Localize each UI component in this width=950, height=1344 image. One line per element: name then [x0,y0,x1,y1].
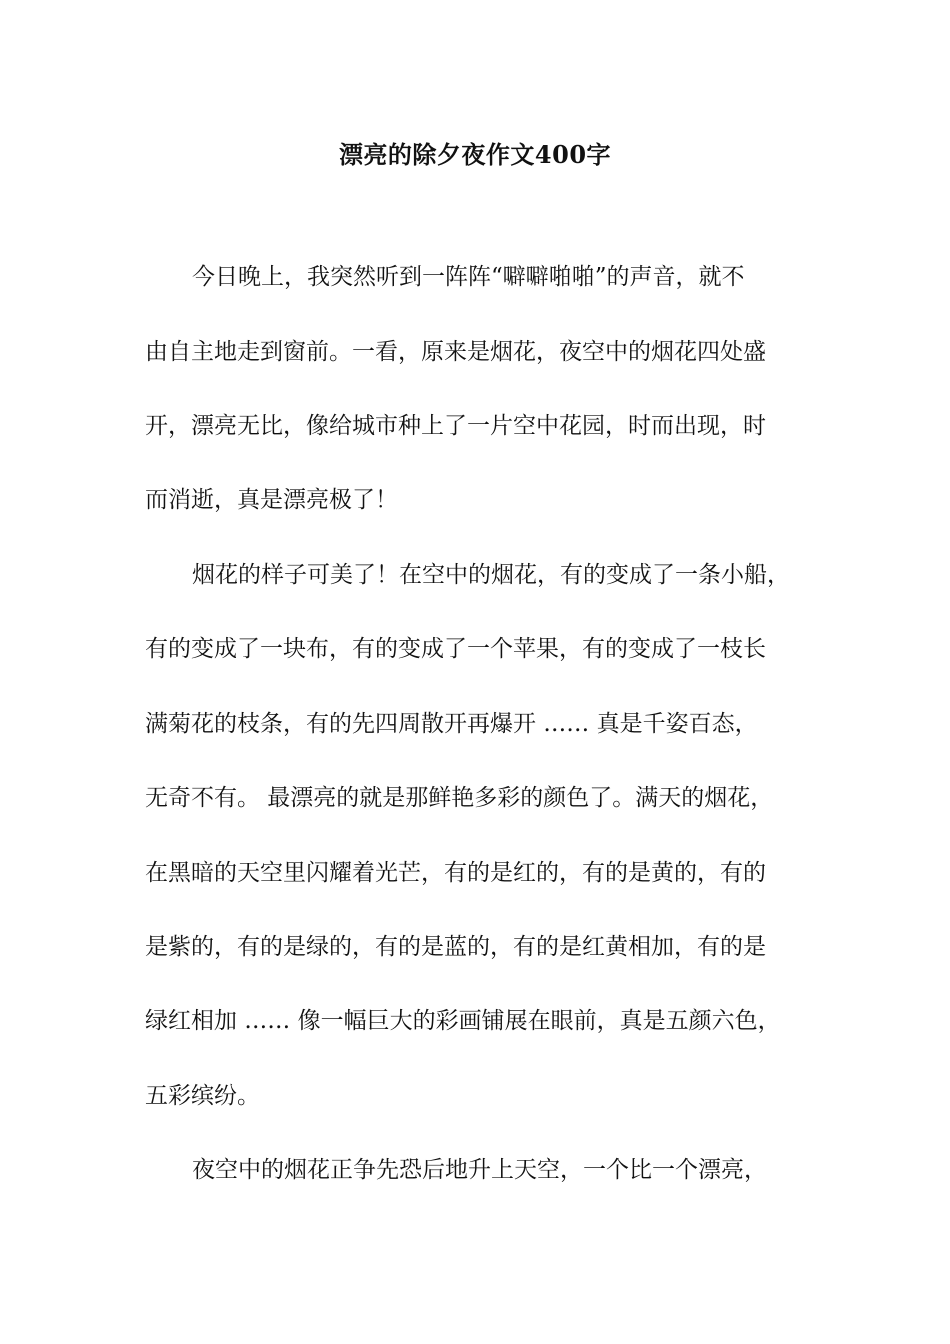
paragraph-2-line-1: 烟花的样子可美了！在空中的烟花，有的变成了一条小船， [192,562,790,588]
document-title: 漂亮的除夕夜作文400字 [338,140,612,169]
paragraph-3-line-1: 夜空中的烟花正争先恐后地升上天空，一个比一个漂亮， [192,1157,767,1183]
paragraph-2-line-6: 是紫的，有的是绿的，有的是蓝的，有的是红黄相加，有的是 [145,934,766,960]
paragraph-1-line-1: 今日晚上，我突然听到一阵阵“噼噼啪啪”的声音，就不 [192,264,745,290]
paragraph-1-line-4: 而消逝，真是漂亮极了！ [145,487,398,513]
paragraph-2-line-4: 无奇不有。 最漂亮的就是那鲜艳多彩的颜色了。满天的烟花， [145,785,774,811]
paragraph-1-line-3: 开，漂亮无比，像给城市种上了一片空中花园，时而出现，时 [145,413,766,439]
paragraph-2-line-8: 五彩缤纷。 [145,1083,260,1109]
paragraph-2-line-2: 有的变成了一块布，有的变成了一个苹果，有的变成了一枝长 [145,636,766,662]
paragraph-2-line-5: 在黑暗的天空里闪耀着光芒，有的是红的，有的是黄的，有的 [145,860,766,886]
paragraph-1-line-2: 由自主地走到窗前。一看，原来是烟花，夜空中的烟花四处盛 [145,339,766,365]
paragraph-2-line-3: 满菊花的枝条，有的先四周散开再爆开 …… 真是千姿百态， [145,711,758,737]
paragraph-2-line-7: 绿红相加 …… 像一幅巨大的彩画铺展在眼前，真是五颜六色， [145,1008,781,1034]
